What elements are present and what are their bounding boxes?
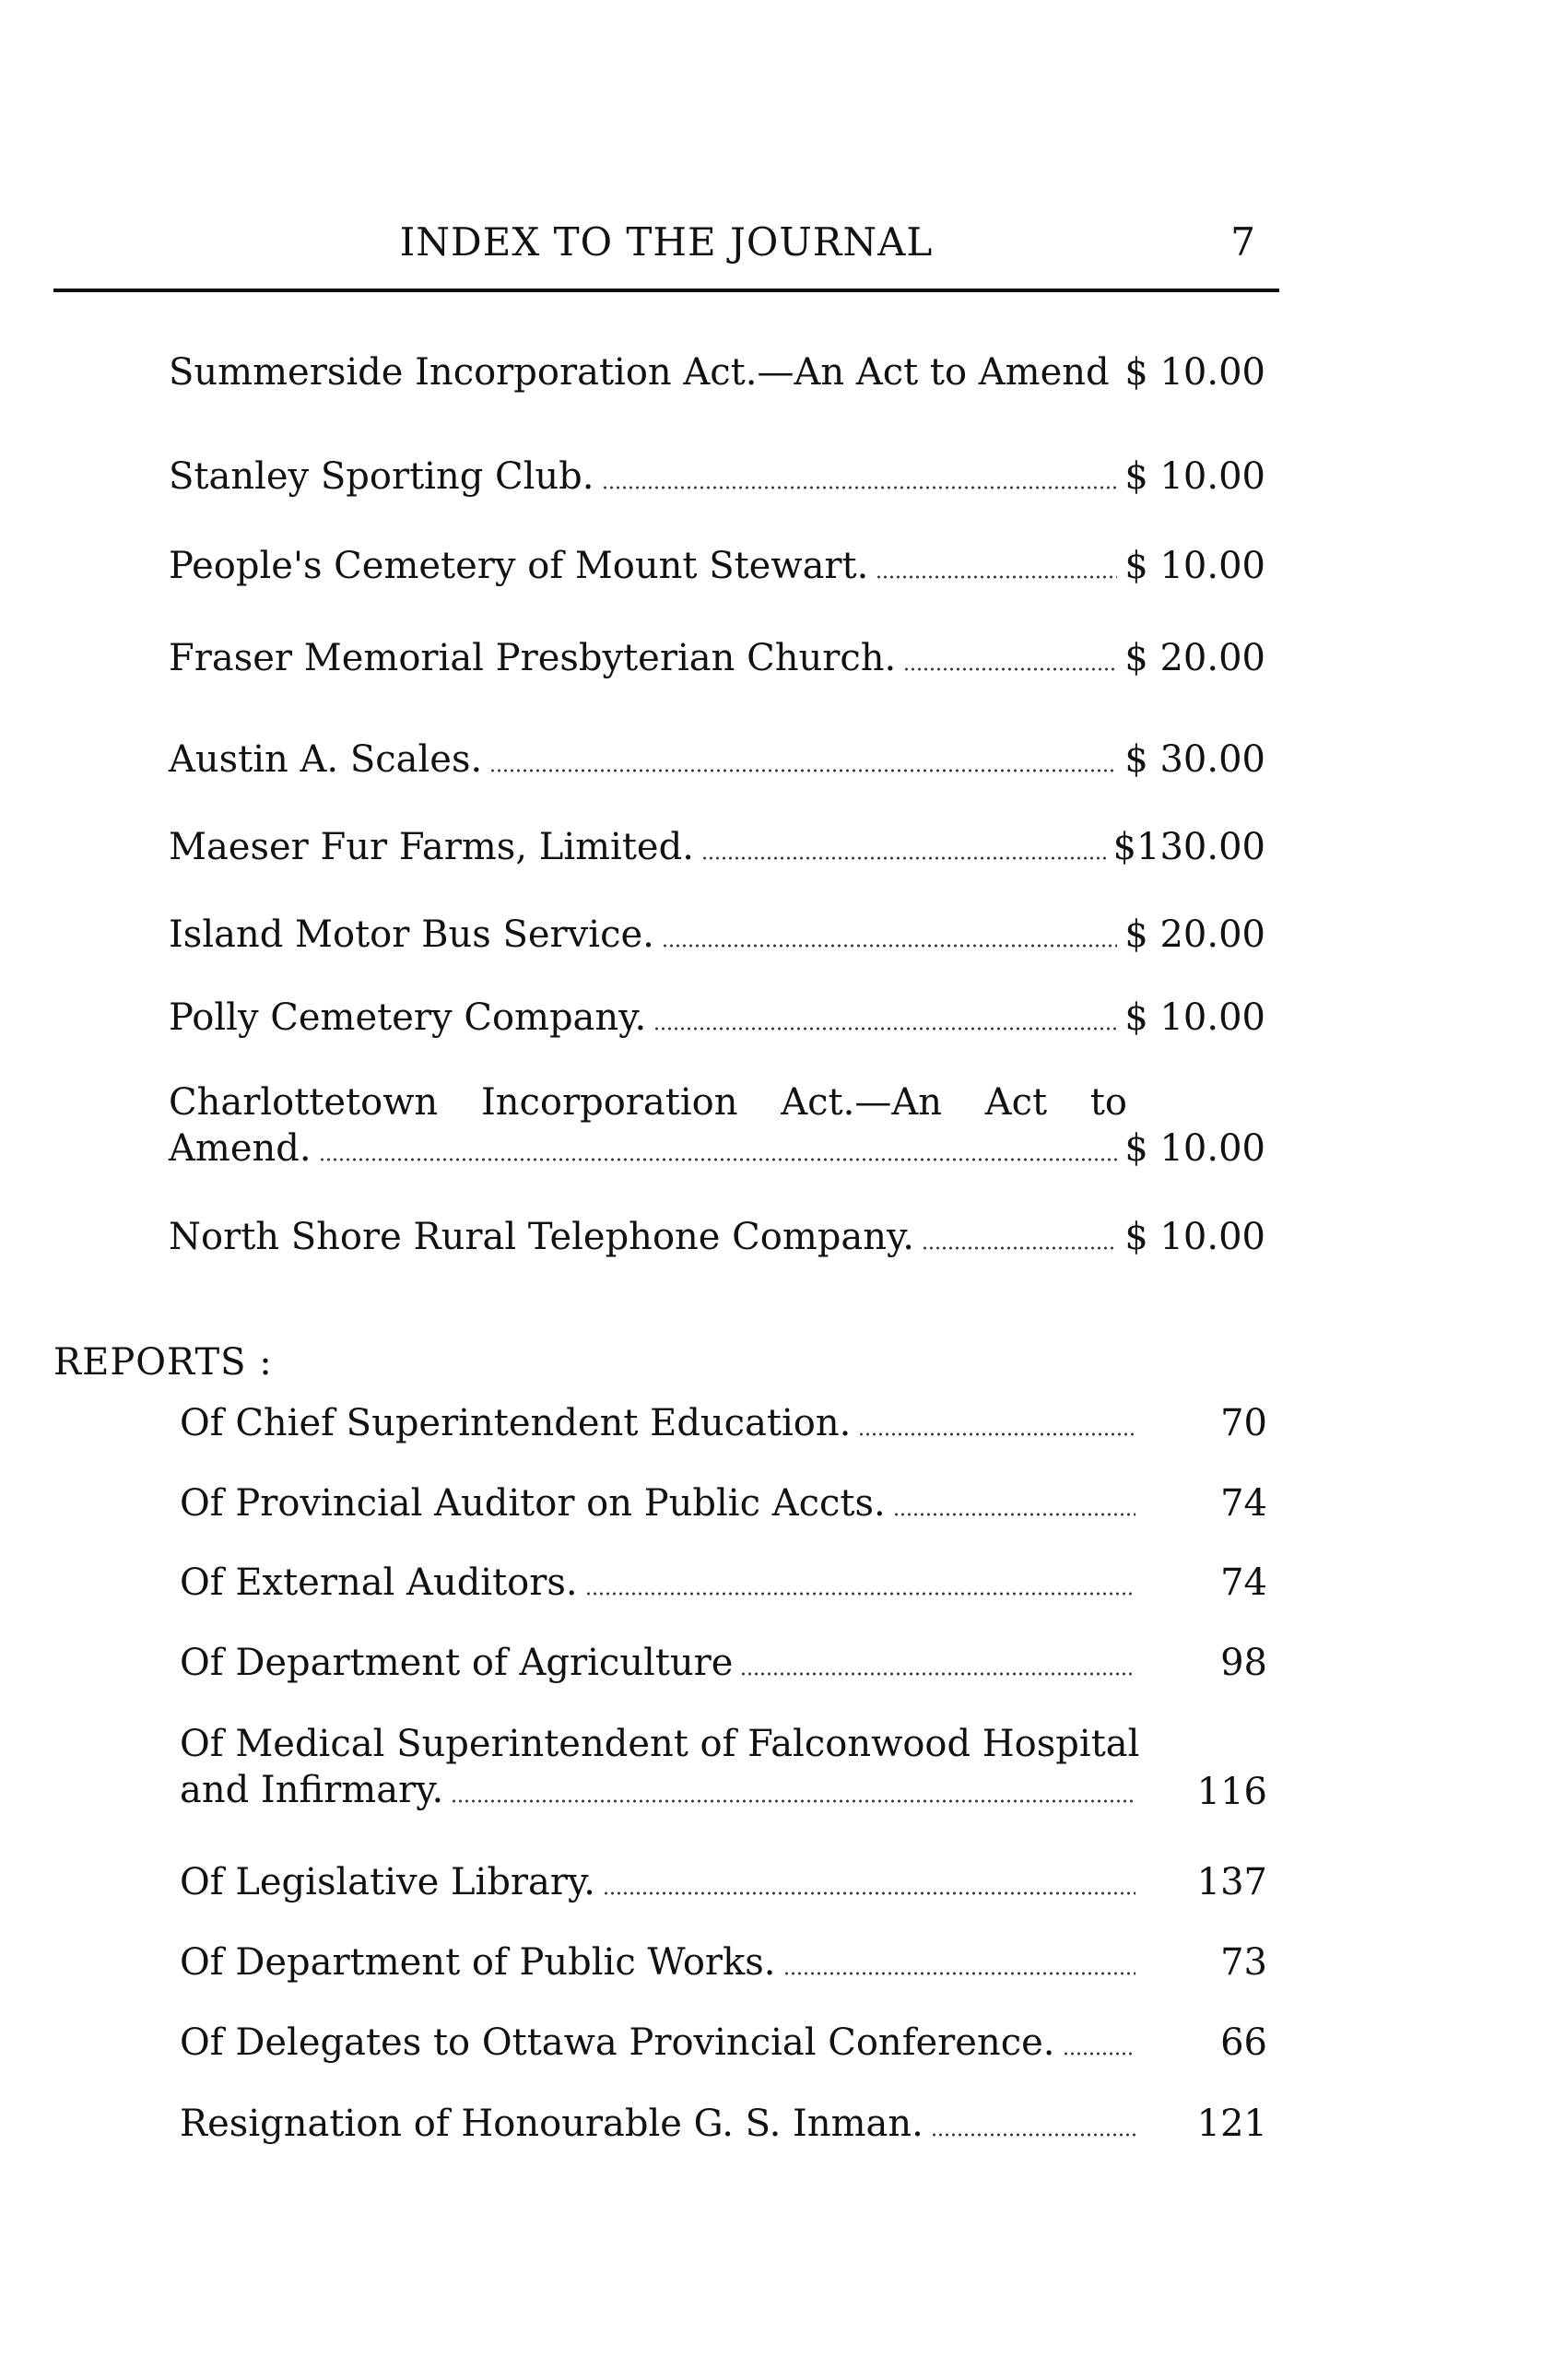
dot-leader bbox=[653, 1027, 1117, 1031]
list-item bbox=[180, 1401, 1267, 1445]
list-item bbox=[169, 1215, 1265, 1259]
list-item bbox=[169, 737, 1265, 782]
entry-amount: $ 10.00 bbox=[1124, 351, 1265, 394]
list-item bbox=[180, 1722, 1267, 1812]
entry-page: 73 bbox=[1220, 1941, 1267, 1984]
entry-label: Of Delegates to Ottawa Provincial Conference. bbox=[180, 2021, 1055, 2064]
entry-page: 116 bbox=[1196, 1771, 1267, 1813]
leader-gap bbox=[1117, 382, 1118, 385]
entry-page: 121 bbox=[1196, 2103, 1267, 2145]
list-item bbox=[180, 1561, 1267, 1605]
page-number: 7 bbox=[1230, 219, 1255, 265]
dot-leader bbox=[489, 769, 1117, 772]
page-title: INDEX TO THE JOURNAL bbox=[399, 219, 934, 265]
entry-page: 98 bbox=[1220, 1642, 1267, 1684]
entry-label: Austin A. Scales. bbox=[169, 738, 483, 781]
page-header bbox=[53, 219, 1279, 278]
header-rule bbox=[53, 289, 1279, 292]
entry-amount: $ 20.00 bbox=[1124, 637, 1265, 679]
entry-page: 66 bbox=[1220, 2021, 1267, 2064]
dot-leader bbox=[903, 667, 1117, 671]
entry-label: Fraser Memorial Presbyterian Church. bbox=[169, 637, 897, 679]
dot-leader bbox=[585, 1592, 1135, 1596]
entry-label: Of Department of Public Works. bbox=[180, 1941, 776, 1984]
dot-leader bbox=[876, 575, 1117, 579]
entry-label: North Shore Rural Telephone Company. bbox=[169, 1216, 915, 1258]
entry-label: Of Department of Agriculture bbox=[180, 1642, 734, 1684]
entry-amount: $ 10.00 bbox=[1124, 1216, 1265, 1258]
list-item bbox=[180, 1940, 1267, 1985]
list-item bbox=[169, 825, 1265, 869]
entry-label-line2: Amend. bbox=[169, 1127, 312, 1170]
entry-amount: $130.00 bbox=[1112, 826, 1265, 868]
entry-label: Island Motor Bus Service. bbox=[169, 913, 654, 956]
entry-label: Of Legislative Library. bbox=[180, 1861, 596, 1903]
entry-amount: $ 20.00 bbox=[1124, 913, 1265, 956]
dot-leader bbox=[783, 1972, 1135, 1975]
entry-label: Polly Cemetery Company. bbox=[169, 996, 647, 1039]
entry-label-word: Charlottetown bbox=[169, 1081, 439, 1124]
entry-label-word: Incorporation bbox=[480, 1081, 738, 1124]
dot-leader bbox=[858, 1432, 1135, 1436]
list-item bbox=[180, 2102, 1267, 2146]
entry-label-line2: and Infirmary. bbox=[180, 1769, 444, 1811]
entry-label-word: to bbox=[1089, 1081, 1127, 1124]
list-item bbox=[169, 996, 1265, 1040]
list-item bbox=[169, 454, 1265, 499]
list-item bbox=[169, 350, 1265, 395]
reports-heading: REPORTS : bbox=[53, 1341, 273, 1384]
entry-label: People's Cemetery of Mount Stewart. bbox=[169, 545, 869, 587]
entry-label-line1: Of Medical Superintendent of Falconwood Hospital bbox=[180, 1723, 1140, 1765]
entry-page: 70 bbox=[1220, 1402, 1267, 1444]
entry-amount: $ 10.00 bbox=[1124, 545, 1265, 587]
entry-amount: $ 10.00 bbox=[1124, 1127, 1265, 1170]
entry-amount: $ 10.00 bbox=[1124, 996, 1265, 1039]
dot-leader bbox=[451, 1799, 1135, 1803]
entry-label-word: Act bbox=[984, 1081, 1048, 1124]
list-item bbox=[180, 1481, 1267, 1526]
dot-leader bbox=[662, 944, 1117, 948]
list-item bbox=[169, 1080, 1265, 1171]
dot-leader bbox=[1063, 2052, 1135, 2056]
dot-leader bbox=[893, 1513, 1135, 1516]
dot-leader bbox=[602, 486, 1118, 489]
list-item bbox=[180, 1860, 1267, 1904]
dot-leader bbox=[931, 2133, 1135, 2137]
entry-amount: $ 30.00 bbox=[1124, 738, 1265, 781]
entry-label: Of Provincial Auditor on Public Accts. bbox=[180, 1482, 886, 1525]
entry-label-line1 bbox=[169, 1080, 1127, 1125]
entry-amount: $ 10.00 bbox=[1124, 455, 1265, 498]
list-item bbox=[169, 544, 1265, 588]
list-item bbox=[169, 913, 1265, 957]
dot-leader bbox=[922, 1246, 1117, 1250]
entry-label: Of Chief Superintendent Education. bbox=[180, 1402, 852, 1444]
entry-page: 137 bbox=[1196, 1861, 1267, 1903]
entry-label: Maeser Fur Farms, Limited. bbox=[169, 826, 694, 868]
list-item bbox=[169, 636, 1265, 680]
entry-label: Stanley Sporting Club. bbox=[169, 455, 594, 498]
entry-label: Of External Auditors. bbox=[180, 1561, 578, 1604]
entry-page: 74 bbox=[1220, 1561, 1267, 1604]
entry-label: Resignation of Honourable G. S. Inman. bbox=[180, 2103, 923, 2145]
entry-label: Summerside Incorporation Act.—An Act to Amend bbox=[169, 351, 1110, 394]
entry-page: 74 bbox=[1220, 1482, 1267, 1525]
dot-leader bbox=[603, 1891, 1135, 1895]
dot-leader bbox=[701, 856, 1106, 860]
list-item bbox=[180, 2021, 1267, 2065]
dot-leader bbox=[740, 1672, 1135, 1676]
list-item bbox=[180, 1641, 1267, 1685]
entry-label-word: Act.—An bbox=[781, 1081, 942, 1124]
dot-leader bbox=[319, 1158, 1118, 1161]
